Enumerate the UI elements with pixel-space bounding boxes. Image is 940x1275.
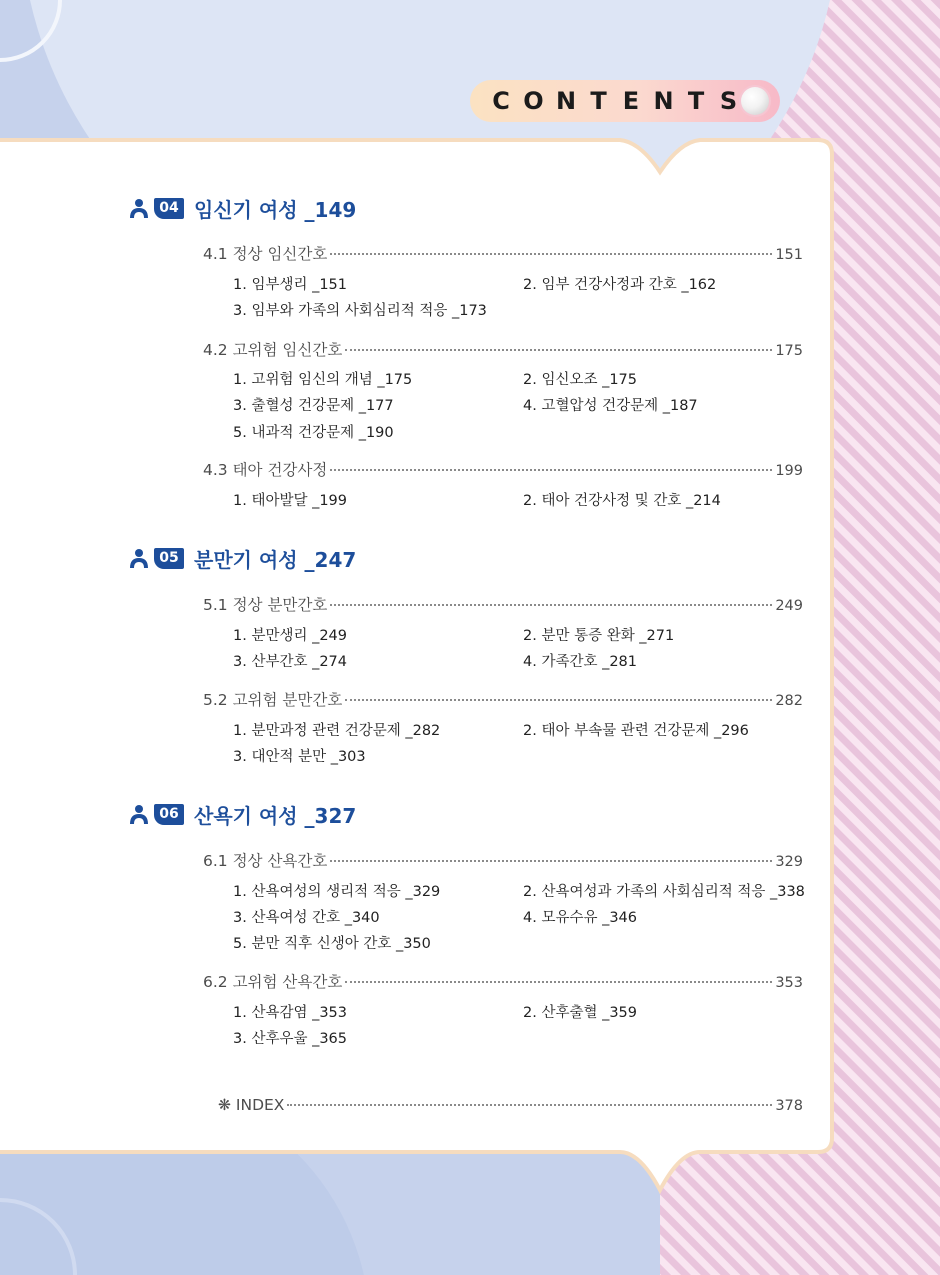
- chapter-heading[interactable]: [128, 193, 356, 223]
- toc-item[interactable]: 1. 분만과정 관련 건강문제 _282: [233, 723, 441, 739]
- section-page: 329: [775, 854, 803, 870]
- toc-item[interactable]: 2. 산욕여성과 가족의 사회심리적 적응 _338: [523, 884, 805, 900]
- dot-leader: [330, 860, 772, 862]
- dot-leader: [330, 469, 772, 471]
- chapter-title: 분만기 여성 _247: [194, 547, 357, 572]
- section-row[interactable]: [203, 970, 803, 992]
- person-icon: [128, 197, 150, 219]
- chapter-title: 임신기 여성 _149: [194, 197, 357, 222]
- index-row[interactable]: [218, 1096, 803, 1118]
- section-row[interactable]: [203, 338, 803, 360]
- content-card: [0, 140, 832, 1190]
- contents-title: [490, 86, 750, 116]
- index-label: ❋ INDEX: [218, 1096, 285, 1114]
- toc-item[interactable]: 4. 모유수유 _346: [523, 910, 638, 926]
- section-page: 249: [775, 598, 803, 614]
- toc-item[interactable]: 2. 임신오조 _175: [523, 372, 638, 388]
- toc-item[interactable]: 3. 산부간호 _274: [233, 654, 348, 670]
- toc-item[interactable]: 2. 임부 건강사정과 간호 _162: [523, 277, 717, 293]
- toc-item[interactable]: 2. 분만 통증 완화 _271: [523, 628, 675, 644]
- dot-leader: [287, 1104, 772, 1106]
- dot-leader: [330, 604, 772, 606]
- chapter-number: 05: [154, 548, 184, 569]
- contents-letter: N: [653, 87, 674, 115]
- section-label: 4.3 태아 건강사정: [203, 461, 328, 479]
- toc-item[interactable]: 5. 분만 직후 신생아 간호 _350: [233, 936, 431, 952]
- section-row[interactable]: [203, 849, 803, 871]
- chapter-number: 06: [154, 804, 184, 825]
- toc-item[interactable]: 1. 산욕여성의 생리적 적응 _329: [233, 884, 441, 900]
- contents-letter: O: [523, 87, 544, 115]
- chapter-title: 산욕기 여성 _327: [194, 803, 357, 828]
- section-page: 151: [775, 247, 803, 263]
- section-page: 353: [775, 975, 803, 991]
- chapter-number: 04: [154, 198, 184, 219]
- section-row[interactable]: [203, 688, 803, 710]
- dot-leader: [330, 253, 772, 255]
- toc-item[interactable]: 4. 고혈압성 건강문제 _187: [523, 398, 698, 414]
- contents-letter: S: [719, 87, 738, 115]
- pearl-ball-icon: [741, 87, 769, 115]
- section-label: 6.2 고위험 산욕간호: [203, 973, 343, 991]
- contents-letter: T: [687, 87, 705, 115]
- contents-letter: C: [492, 87, 510, 115]
- section-label: 4.2 고위험 임신간호: [203, 341, 343, 359]
- toc-item[interactable]: 1. 산욕감염 _353: [233, 1005, 348, 1021]
- toc-item[interactable]: 3. 출혈성 건강문제 _177: [233, 398, 394, 414]
- toc-item[interactable]: 1. 분만생리 _249: [233, 628, 348, 644]
- section-row[interactable]: [203, 458, 803, 480]
- section-page: 175: [775, 343, 803, 359]
- chapter-heading[interactable]: [128, 543, 356, 573]
- chapter-heading[interactable]: [128, 799, 356, 829]
- toc-item[interactable]: 5. 내과적 건강문제 _190: [233, 425, 394, 441]
- contents-letter: E: [622, 87, 640, 115]
- toc-item[interactable]: 2. 산후출혈 _359: [523, 1005, 638, 1021]
- section-label: 5.1 정상 분만간호: [203, 596, 328, 614]
- person-icon: [128, 803, 150, 825]
- contents-letter: N: [555, 87, 577, 115]
- dot-leader: [345, 981, 772, 983]
- section-row[interactable]: [203, 242, 803, 264]
- toc-item[interactable]: 1. 고위험 임신의 개념 _175: [233, 372, 413, 388]
- toc-item[interactable]: 1. 임부생리 _151: [233, 277, 348, 293]
- toc-item[interactable]: 3. 산욕여성 간호 _340: [233, 910, 380, 926]
- section-label: 6.1 정상 산욕간호: [203, 852, 328, 870]
- section-label: 5.2 고위험 분만간호: [203, 691, 343, 709]
- dot-leader: [345, 349, 772, 351]
- section-row[interactable]: [203, 593, 803, 615]
- toc-item[interactable]: 2. 태아 부속물 관련 건강문제 _296: [523, 723, 749, 739]
- dot-leader: [345, 699, 772, 701]
- toc-item[interactable]: 3. 대안적 분만 _303: [233, 749, 366, 765]
- section-page: 199: [775, 463, 803, 479]
- section-page: 282: [775, 693, 803, 709]
- toc-item[interactable]: 4. 가족간호 _281: [523, 654, 638, 670]
- toc-item[interactable]: 2. 태아 건강사정 및 간호 _214: [523, 493, 721, 509]
- person-icon: [128, 547, 150, 569]
- toc-item[interactable]: 3. 산후우울 _365: [233, 1031, 348, 1047]
- index-page: 378: [775, 1098, 803, 1114]
- contents-letter: T: [590, 87, 607, 115]
- toc-item[interactable]: 1. 태아발달 _199: [233, 493, 348, 509]
- section-label: 4.1 정상 임신간호: [203, 245, 328, 263]
- toc-item[interactable]: 3. 임부와 가족의 사회심리적 적응 _173: [233, 303, 487, 319]
